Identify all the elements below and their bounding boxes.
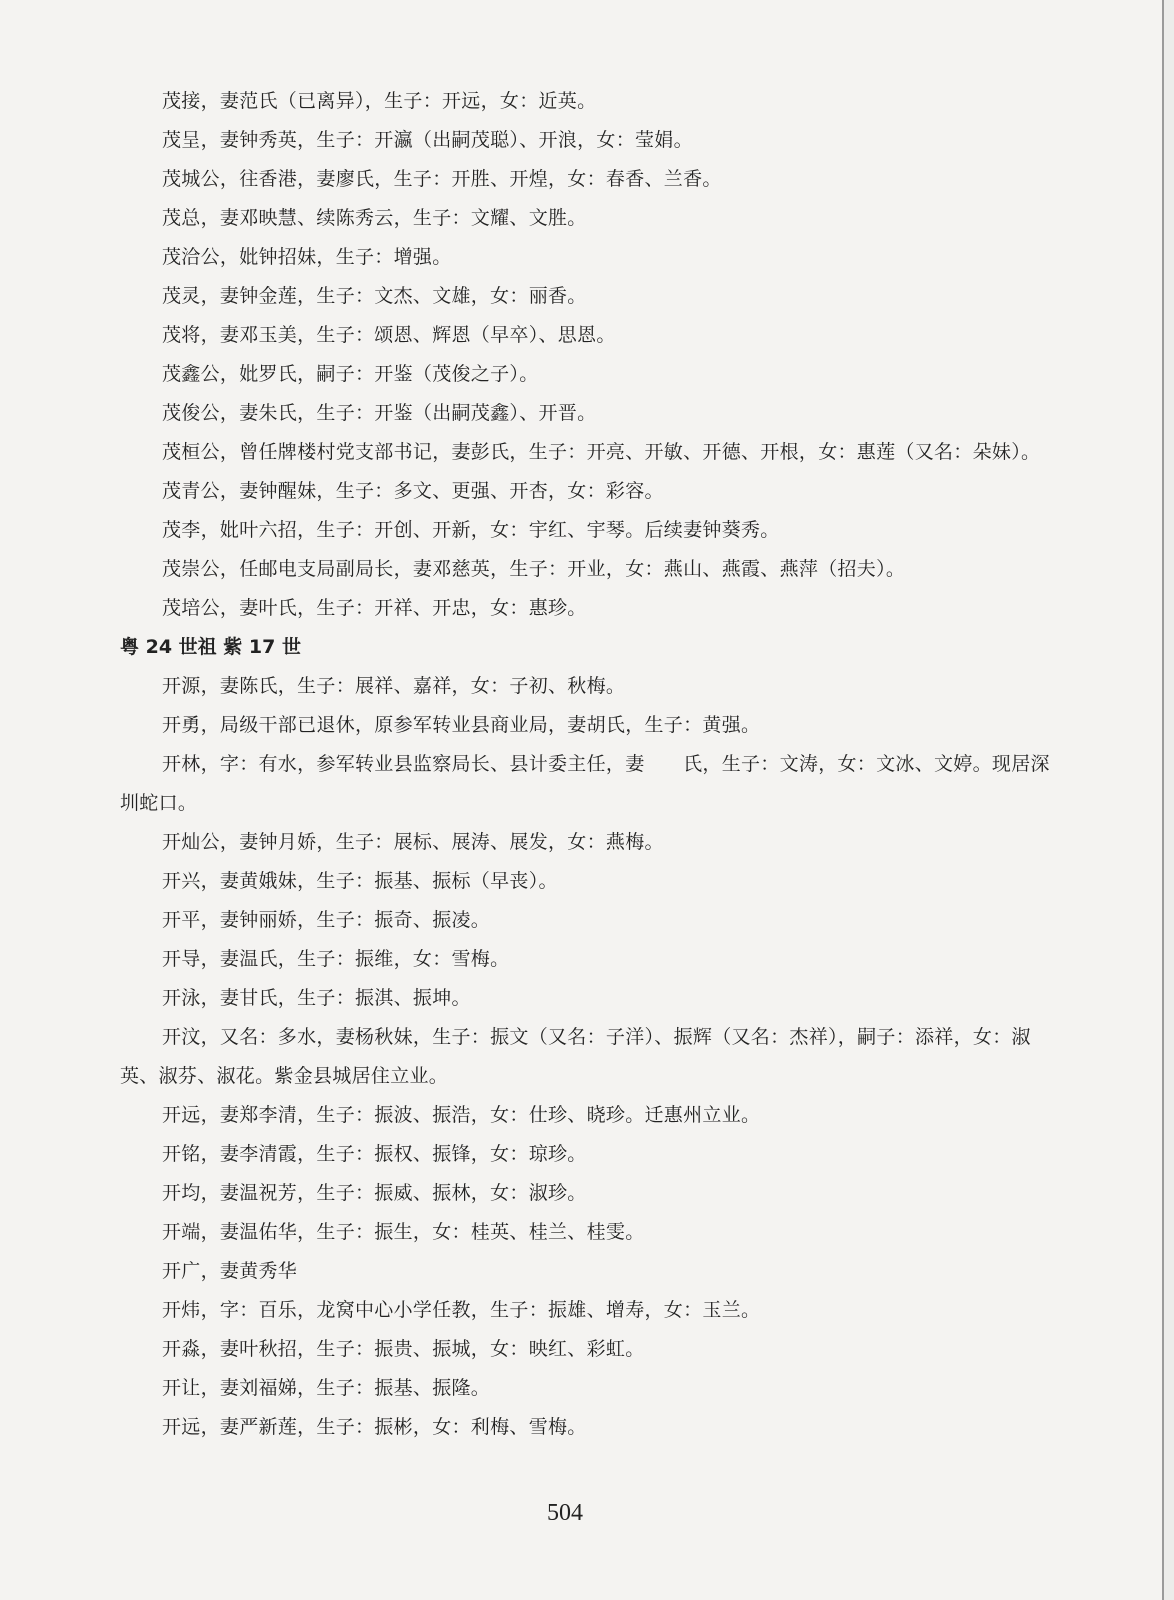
genealogy-page (120, 82, 1050, 1447)
genealogy-entry: 开广，妻黄秀华 (162, 1260, 298, 1282)
genealogy-entry: 开远，妻严新莲，生子：振彬，女：利梅、雪梅。 (162, 1416, 587, 1438)
genealogy-entry: 茂培公，妻叶氏，生子：开祥、开忠，女：惠珍。 (162, 597, 587, 619)
genealogy-entry: 茂桓公，曾任牌楼村党支部书记，妻彭氏，生子：开亮、开敏、开德、开根，女：惠莲（又名：朵妹）。 (162, 441, 1041, 463)
genealogy-entry: 茂鑫公，妣罗氏，嗣子：开鉴（茂俊之子）。 (162, 363, 539, 385)
genealogy-entry: 茂李，妣叶六招，生子：开创、开新，女：宇红、宇琴。后续妻钟葵秀。 (162, 519, 780, 541)
scan-border (1164, 0, 1174, 1600)
genealogy-entry: 开端，妻温佑华，生子：振生，女：桂英、桂兰、桂雯。 (162, 1221, 645, 1243)
scan-edge-line (1162, 0, 1164, 1600)
genealogy-entry: 茂城公，往香港，妻廖氏，生子：开胜、开煌，女：春香、兰香。 (162, 168, 722, 190)
entries-bottom (120, 667, 1050, 1447)
genealogy-entry: 茂洽公，妣钟招妹，生子：增强。 (162, 246, 452, 268)
genealogy-entry: 开均，妻温祝芳，生子：振威、振林，女：淑珍。 (162, 1182, 587, 1204)
genealogy-entry: 开炜，字：百乐，龙窝中心小学任教，生子：振雄、增寿，女：玉兰。 (162, 1299, 761, 1321)
entries-top (120, 82, 1050, 628)
genealogy-entry: 开兴，妻黄娥妹，生子：振基、振标（早丧）。 (162, 870, 558, 892)
genealogy-entry: 茂青公，妻钟醒妹，生子：多文、更强、开杏，女：彩容。 (162, 480, 664, 502)
genealogy-entry: 茂接，妻范氏（已离异），生子：开远，女：近英。 (162, 90, 597, 112)
genealogy-entry: 茂总，妻邓映慧、续陈秀云，生子：文耀、文胜。 (162, 207, 587, 229)
genealogy-entry: 茂将，妻邓玉美，生子：颂恩、辉恩（早卒）、思恩。 (162, 324, 616, 346)
genealogy-entry: 开铭，妻李清霞，生子：振权、振锋，女：琼珍。 (162, 1143, 587, 1165)
genealogy-entry: 茂崇公，任邮电支局副局长，妻邓慈英，生子：开业，女：燕山、燕霞、燕萍（招夫）。 (162, 558, 906, 580)
genealogy-entry: 开远，妻郑李清，生子：振波、振浩，女：仕珍、晓珍。迁惠州立业。 (162, 1104, 761, 1126)
generation-heading: 粤 24 世祖 紫 17 世 (120, 636, 301, 658)
genealogy-entry: 茂灵，妻钟金莲，生子：文杰、文雄，女：丽香。 (162, 285, 587, 307)
genealogy-entry: 开汶，又名：多水，妻杨秋妹，生子：振文（又名：子洋）、振辉（又名：杰祥），嗣子：添祥，女：淑英、淑芬、淑花。紫金县城居住立业。 (120, 1026, 1031, 1087)
page-number: 504 (547, 1500, 583, 1526)
genealogy-entry: 开源，妻陈氏，生子：展祥、嘉祥，女：子初、秋梅。 (162, 675, 626, 697)
genealogy-entry: 开导，妻温氏，生子：振维，女：雪梅。 (162, 948, 510, 970)
genealogy-entry: 开灿公，妻钟月娇，生子：展标、展涛、展发，女：燕梅。 (162, 831, 664, 853)
genealogy-entry: 开林，字：有水，参军转业县监察局长、县计委主任，妻 氏，生子：文涛，女：文冰、文婷。现居深圳蛇口。 (120, 753, 1050, 814)
genealogy-entry: 茂呈，妻钟秀英，生子：开瀛（出嗣茂聪）、开浪，女：莹娟。 (162, 129, 693, 151)
genealogy-entry: 开平，妻钟丽娇，生子：振奇、振凌。 (162, 909, 491, 931)
genealogy-entry: 茂俊公，妻朱氏，生子：开鉴（出嗣茂鑫）、开晋。 (162, 402, 597, 424)
genealogy-entry: 开勇，局级干部已退休，原参军转业县商业局，妻胡氏，生子：黄强。 (162, 714, 761, 736)
genealogy-entry: 开让，妻刘福娣，生子：振基、振隆。 (162, 1377, 491, 1399)
genealogy-entry: 开淼，妻叶秋招，生子：振贵、振城，女：映红、彩虹。 (162, 1338, 645, 1360)
genealogy-entry: 开泳，妻甘氏，生子：振淇、振坤。 (162, 987, 471, 1009)
